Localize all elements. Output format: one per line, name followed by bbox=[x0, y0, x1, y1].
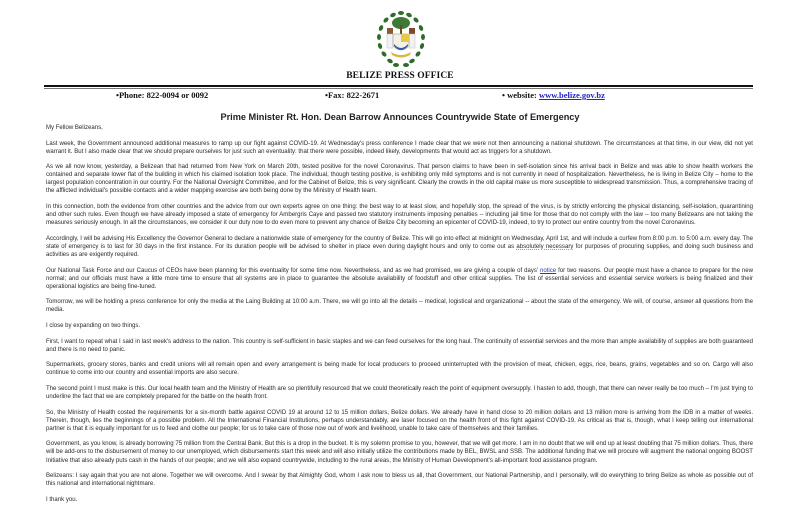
spellcheck-underline: absolutely necessary bbox=[516, 243, 574, 250]
letterhead bbox=[0, 0, 800, 100]
office-name: BELIZE PRESS OFFICE bbox=[346, 71, 454, 81]
website-link[interactable]: www.belize.gov.bz bbox=[538, 90, 605, 100]
fax-number: •Fax: 822-2671 bbox=[325, 90, 380, 100]
paragraph: So, the Ministry of Health costed the requirements for a six-month battle against COVID 19 at around 12 to 15 million dollars, Belize dollars. We already have in hand close to 20 million dollars and 13 million more is arriving from the IDB in a matter of weeks. Therein, though, lies the beginnings of a possible problem. All the International Financial Institutions, perhaps understandably, are laser focused on the health front of this fight against COVID-19. As critical as that is, though, what I keep telling our international partner is that it is equally important for us to feed and clothe our people; for us to take care of those now out of work and livelihood, unable to take care of themselves and their families. bbox=[46, 409, 753, 432]
grammar-underline: notice bbox=[540, 267, 557, 274]
document-title: Prime Minister Rt. Hon. Dean Barrow Announces Countrywide State of Emergency bbox=[220, 112, 580, 122]
header-rule-thin bbox=[44, 88, 753, 89]
website-label: • website: bbox=[502, 90, 539, 100]
paragraph: I close by expanding on two things. bbox=[46, 323, 141, 329]
paragraph: The second point I must make is this. Our local health team and the Ministry of Health are so plentifully resourced that we could theoretically reach the point of equipment oversupply. I hasten to add, though, that there can never really be too much – I'm just trying to underline the fact that we are completely prepared for the battle on the health front. bbox=[46, 386, 753, 401]
document-body bbox=[46, 124, 753, 512]
paragraph: In this connection, both the evidence from other countries and the advice from our own experts agree on one thing: the best way to at least slow, and hopefully stop, the spread of the virus, is by strictly enforcing the physical distancing, self-isolation, quarantining and other such rules. Even though we have already imposed a state of emergency for Ambergris Caye and passed two statutory instruments imposing penalties -- including jail time for those that do not comply with the law -- too many Belizeans are not taking the measures seriously enough. In all the circumstances, we consider it our duty now to do even more to prevent any chance of Belize City becoming an epicenter of COVID-19, indeed, to try to protect our entire country from the novel Coronavirus. bbox=[46, 204, 753, 227]
phone-number: •Phone: 822-0094 or 0092 bbox=[116, 90, 209, 100]
header-rule bbox=[44, 85, 753, 87]
paragraph: As we all now know, yesterday, a Belizean that had returned from New York on March 20th, tested positive for the novel Coronavirus. That person claims to have been in self-isolation since his arrival back in Belize and was able to show health workers the contained and separate lower flat of the building in which his claimed isolation took place. The individual, though testing positive, is exhibiting only mild symptoms and is not currently in need of hospitalization. Nevertheless, he is living in Belize City – home to the largest population concentration in our country. For the National Oversight Committee, and for the Cabinet of Belize, this is very significant. Clearly the crowds in the old capital make us more susceptible to widespread transmission. Thus, a comprehensive tracing of the afflicted individual's possible contacts and a wider mapping exercise are both being done by the Ministry of Health team. bbox=[46, 164, 753, 195]
belize-coat-of-arms-icon bbox=[374, 8, 428, 70]
paragraph: First, I want to repeat what I said in last week's address to the nation. This country is self-sufficient in basic staples and we can feed ourselves for the long haul. The continuity of essential services and the more than ample availability of supplies are both guaranteed and there is no need to panic. bbox=[46, 338, 753, 353]
paragraph-curfew: Accordingly, I will be advising His Excellency the Governor General to declare a nationwide state of emergency for the country of Belize. This will go into effect at midnight on Wednesday, April 1st, and will include a curfew from 8:00 p.m. to 5:00 a.m. every day. The state of emergency is to last for 30 days in the first instance. For its duration people will be advised to shelter in place even during daylight hours and only to come out as absolutely necessary for purposes of procuring supplies, and doing such business and activities as are exigently required. bbox=[46, 235, 754, 258]
website bbox=[502, 90, 605, 100]
paragraph-taskforce: Our National Task Force and our Caucus of CEOs have been planning for this eventuality for some time now. Nevertheless, and as we had promised, we are giving a couple of days' notice for two reasons. Our people must have a chance to prepare for the new normal; and our officials must have a little more time to ensure that all systems are in place to guarantee the absolute availability of foodstuff and other critical supplies. The list of essential services and essential service workers is being finalized and their operational logistics are being fine-tuned. bbox=[46, 267, 753, 290]
closing: I thank you. bbox=[46, 496, 78, 503]
paragraph: Supermarkets, grocery stores, banks and credit unions will all remain open and every arrangement is being made for local producers to proceed uninterrupted with the provision of meat, chicken, eggs, rice, beans, grains, vegetables and so on. Cargo will also continue to come into our country and essential imports are also secure. bbox=[46, 362, 753, 377]
salutation: My Fellow Belizeans, bbox=[46, 125, 103, 131]
paragraph: Last week, the Government announced additional measures to ramp up our fight against COVID-19. At Wednesday's press conference I made clear that we were not then announcing a national shutdown. The circumstances at that time, in our view, did not yet warrant it. But I also made clear that we should prepare ourselves for just such an eventuality: that there were possible, indeed likely, developments that would act as triggers for a shutdown. bbox=[46, 140, 753, 155]
paragraph: Belizeans: I say again that you are not alone. Together we will overcome. And I swear by that Almighty God, whom I ask now to bless us all, that Government, our National Partnership, and I personally, will do everything to bring Belize as whole as possible out of this national and international nightmare. bbox=[46, 473, 753, 488]
paragraph: Government, as you know, is already borrowing 75 million from the Central Bank. But this is a drop in the bucket. It is my solemn promise to you, however, that we will get more. I am in no doubt that we will end up at least doubling that 75 million dollars. Thus, there will be add-ons to the disbursement of money to our unemployed, which disbursements start this week and will also initially utilize the contributions made by BEL, BWSL and SSB. The additional funding that we will procure will augment the national ongoing BOOST Initiative that also already puts cash in the hands of our people; and we will also expand countrywide, including to the rural areas, the Ministry of Human Development's all-important food assistance program. bbox=[46, 441, 753, 464]
paragraph: Tomorrow, we will be holding a press conference for only the media at the Laing Building at 10:00 a.m. There, we will go into all the details -- medical, logistical and organizational -- about the state of the emergency. We will, of course, answer all questions from the media. bbox=[46, 299, 753, 314]
